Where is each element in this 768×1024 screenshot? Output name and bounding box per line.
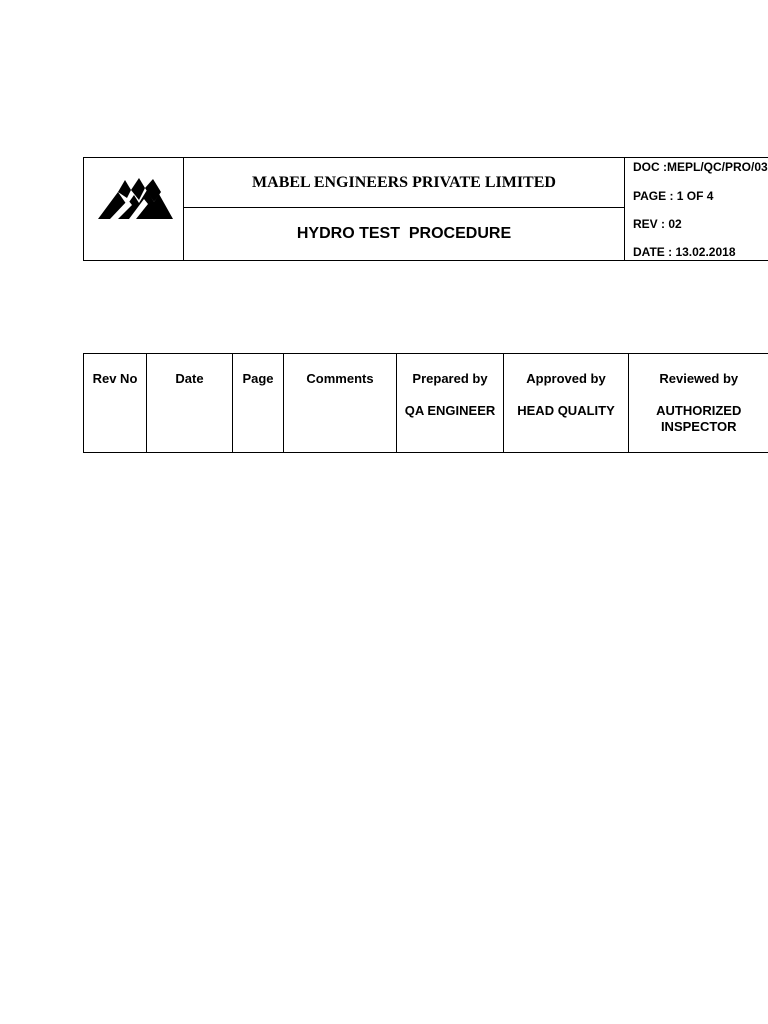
date-cell <box>147 354 233 453</box>
table-row <box>84 354 768 453</box>
title-cell <box>184 158 625 260</box>
column-header: Page <box>242 371 274 386</box>
column-header: Approved by <box>526 371 606 386</box>
document-header <box>83 157 768 261</box>
page-cell <box>233 354 284 453</box>
mountain-logo-icon <box>98 178 174 220</box>
reviewed-by-value: AUTHORIZED INSPECTOR <box>656 403 742 434</box>
comments-cell <box>284 354 397 453</box>
doc-number: DOC :MEPL/QC/PRO/03 <box>633 160 768 174</box>
approved-by-value: HEAD QUALITY <box>517 403 615 418</box>
page-number: PAGE : 1 OF 4 <box>633 189 714 203</box>
approved-by-cell <box>504 354 629 453</box>
prepared-by-value: QA ENGINEER <box>404 403 496 418</box>
document-title: HYDRO TEST PROCEDURE <box>296 225 512 242</box>
logo-cell <box>84 158 184 260</box>
column-header: Date <box>175 371 204 386</box>
column-header: Reviewed by <box>659 371 739 386</box>
column-header: Comments <box>306 371 374 386</box>
prepared-by-cell <box>397 354 504 453</box>
revision-table <box>83 353 768 453</box>
column-header: Rev No <box>92 371 138 386</box>
rev-no-cell <box>84 354 147 453</box>
column-header: Prepared by <box>412 371 488 386</box>
revision-number: REV : 02 <box>633 217 682 231</box>
company-name: MABEL ENGINEERS PRIVATE LIMITED <box>184 158 624 208</box>
reviewed-by-cell <box>629 354 768 453</box>
document-date: DATE : 13.02.2018 <box>633 245 736 259</box>
